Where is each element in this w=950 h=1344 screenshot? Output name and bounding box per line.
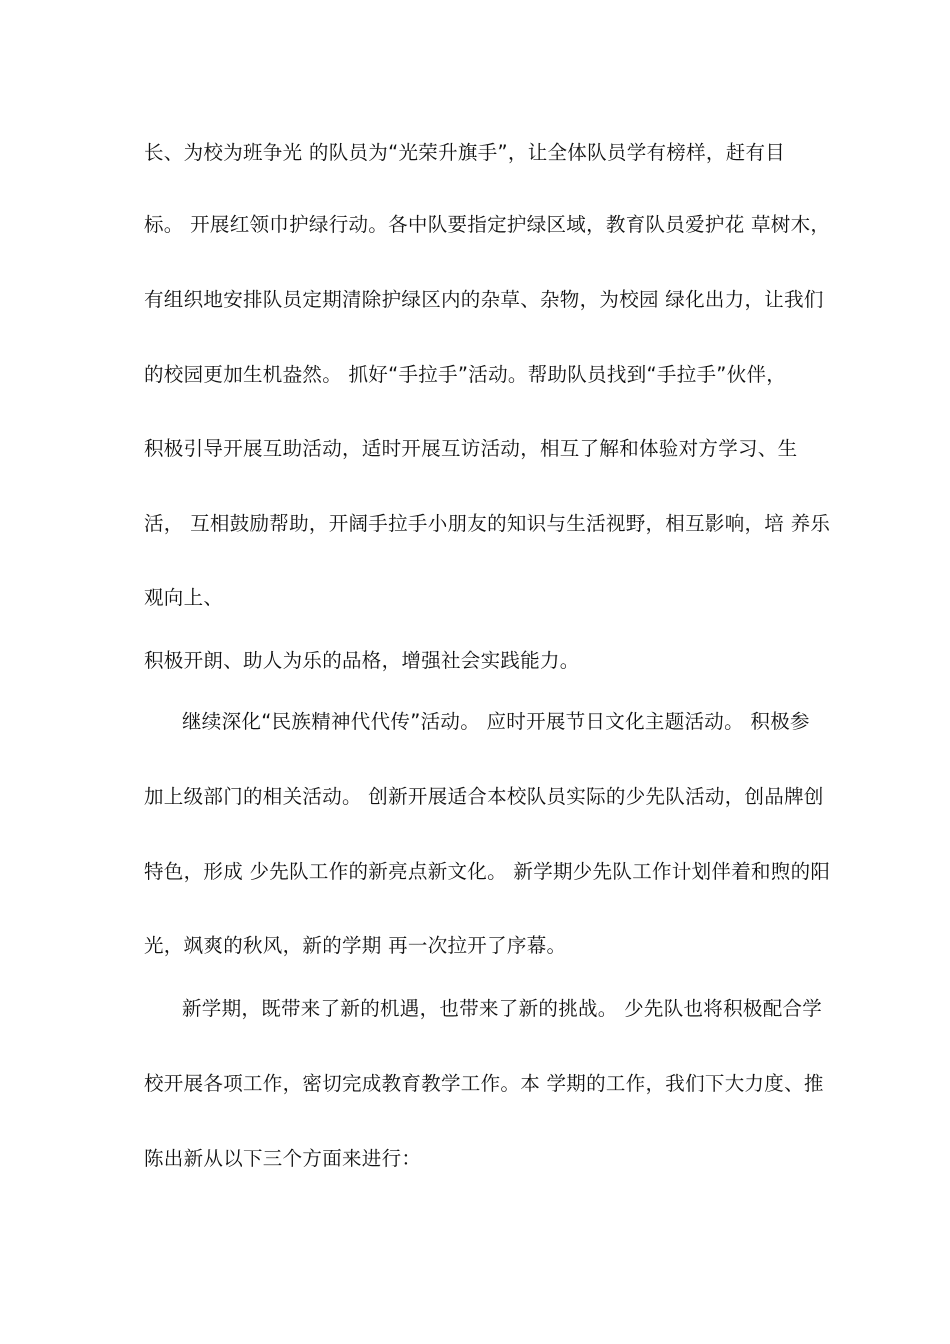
text-line-6: 活， 互相鼓励帮助，开阔手拉手小朋友的知识与生活视野，相互影响，培 养乐	[144, 512, 831, 535]
paragraph-start-2: 新学期，既带来了新的机遇，也带来了新的挑战。 少先队也将积极配合学	[182, 997, 823, 1020]
text-line-7: 观向上、	[144, 586, 224, 609]
text-line-5: 积极引导开展互助活动，适时开展互访活动，相互了解和体验对方学习、生	[144, 437, 798, 460]
text-line-4: 的校园更加生机盎然。 抓好“手拉手”活动。帮助队员找到“手拉手”伙伴，	[144, 363, 787, 386]
text-line-15: 陈出新从以下三个方面来进行：	[144, 1147, 422, 1170]
text-line-12: 光，飒爽的秋风，新的学期 再一次拉开了序幕。	[144, 934, 567, 957]
text-line-3: 有组织地安排队员定期清除护绿区内的杂草、杂物，为校园 绿化出力，让我们	[144, 288, 824, 311]
text-line-14: 校开展各项工作，密切完成教育教学工作。本 学期的工作，我们下大力度、推	[144, 1072, 824, 1095]
text-line-1: 长、为校为班争光 的队员为“光荣升旗手”，让全体队员学有榜样，赶有目	[144, 141, 786, 164]
text-line-11: 特色，形成 少先队工作的新亮点新文化。 新学期少先队工作计划伴着和煦的阳	[144, 860, 831, 883]
paragraph-start-1: 继续深化“民族精神代代传”活动。 应时开展节日文化主题活动。 积极参	[182, 710, 810, 733]
text-line-10: 加上级部门的相关活动。 创新开展适合本校队员实际的少先队活动，创品牌创	[144, 785, 824, 808]
text-line-8: 积极开朗、助人为乐的品格，增强社会实践能力。	[144, 649, 580, 672]
text-line-2: 标。 开展红领巾护绿行动。各中队要指定护绿区域，教育队员爱护花 草树木，	[144, 213, 831, 236]
